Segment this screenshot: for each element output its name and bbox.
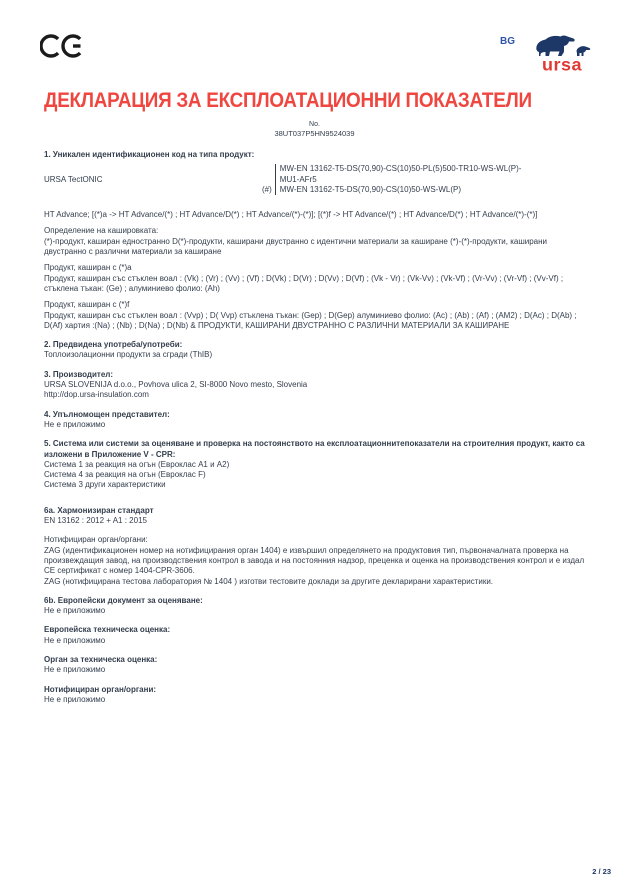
notified-body-heading: Нотифициран орган/органи: — [44, 684, 157, 694]
eta-heading: Европейска техническа оценка: — [44, 625, 171, 635]
document-number-block — [44, 120, 585, 138]
product-name: URSA TectONIC — [44, 175, 103, 185]
product-code: MW-EN 13162-T5-DS(70,90)-CS(10)50-WS-WL(P) — [279, 184, 462, 194]
tab-heading: Орган за техническа оценка: — [44, 654, 158, 664]
notified-body-value: Не е приложимо — [44, 694, 106, 704]
notified-body-text-1: ZAG (идентификационен номер на нотифицирания орган 1404) е извършил определянето на продуктовия тип, първоначалната проверка на произвеждащия завод, на производствения контрол в завода и на постоянния надзор, преценка и оценка на производствения контрол и е издал CE сертификат с номер 1404-CPR-3606. — [44, 545, 585, 576]
lamination-definition-label: Определение на кашировката: — [44, 226, 159, 236]
notified-body-label: Нотифициран орган/органи: — [44, 535, 148, 545]
section2-heading: 2. Предвидена употреба/употреби: — [44, 340, 183, 350]
ursa-logo — [529, 33, 595, 73]
product-a-detail: Продукт, каширан със стъклен воал : (Vk) ; (Vr) ; (Vv) ; (Vf) ; D(Vk) ; D(Vr) ; D(Vv) ; D(Vf) ; (Vk - Vr) ; (Vk-Vv) ; (Vk-Vf) ; (Vr-Vv) ; (Vr-Vf) ; (Vv-Vf) ; стъклена тъкан: (Ge) ; алуминиево фолио: (Ah) — [44, 273, 564, 293]
page-title: ДЕКЛАРАЦИЯ ЗА ЕКСПЛОАТАЦИОННИ ПОКАЗАТЕЛИ — [44, 89, 532, 112]
brand-zone — [500, 33, 595, 73]
system-line: Система 1 за реакция на огън (Евроклас A1 и A2) — [44, 459, 230, 469]
dop-url-link[interactable]: http://dop.ursa-insulation.com — [44, 390, 149, 400]
section6b-value: Не е приложимо — [44, 606, 106, 616]
notified-body-text-2: ZAG (нотифицирана тестова лаборатория № 1404 ) изготви тестовите доклади за другите декларирани характеристики. — [44, 576, 494, 586]
product-f-detail: Продукт, каширан със стъклен воал : (Vvp) ; D( Vvp) стъклена тъкан: (Gep) ; D(Gep) алуминиево фолио: (Ac) ; (Ab) ; (Af) ; (AM2) ; D(Ac) ; D(Ab) ; D(Af) хартия :(Na) ; (Nb) ; D(Na) ; D(Nb) & ПРОДУКТИ, КАШИРАНИ ДВУСТРАННО С РАЗЛИЧНИ МАТЕРИАЛИ ЗА КАШИРАНЕ — [44, 310, 577, 330]
system-line: Система 4 за реакция на огън (Евроклас F) — [44, 470, 206, 480]
manufacturer-address: URSA SLOVENIJA d.o.o., Povhova ulica 2, SI-8000 Novo mesto, Slovenia — [44, 380, 308, 390]
product-a-label: Продукт, каширан с (*)a — [44, 263, 132, 273]
ht-advance-line: HT Advance; [(*)a -> HT Advance/(*) ; HT Advance/D(*) ; HT Advance/(*)-(*)]; [(*)f -> HT Advance/(*) ; HT Advance/D(*) ; HT Advance/(*)-(*)] — [44, 210, 538, 220]
product-f-label: Продукт, каширан с (*)f — [44, 300, 130, 310]
section5-heading: 5. Система или системи за оценяване и проверка на постоянството на експлоатационнитепоказатели на строителния продукт, както са изложени в Приложение V - CPR: — [44, 439, 585, 459]
section1-heading: 1. Уникален идентификационен код на типа продукт: — [44, 150, 255, 159]
section4-heading: 4. Упълномощен представител: — [44, 409, 170, 419]
section2-body: Топлоизолационни продукти за сгради (ThIB) — [44, 350, 213, 360]
document-number-label: No. — [309, 121, 320, 128]
section4-body: Не е приложимо — [44, 419, 106, 429]
page-number: 2 / 23 — [592, 867, 611, 876]
ursa-wordmark: ursa — [541, 55, 583, 75]
section3-heading: 3. Производител: — [44, 369, 114, 379]
section6b-heading: 6b. Европейски документ за оценяване: — [44, 595, 203, 605]
product-code: MW-EN 13162-T5-DS(70,90)-CS(10)50-PL(5)500-TR10-WS-WL(P)-MU1-AFr5 — [279, 164, 522, 184]
page-header — [0, 0, 629, 73]
harmonised-standard: EN 13162 : 2012 + A1 : 2015 — [44, 516, 147, 526]
hash-label: (#) — [262, 184, 272, 194]
product-code-block — [44, 164, 585, 195]
product-code-list — [275, 164, 536, 195]
tab-value: Не е приложимо — [44, 665, 106, 675]
section6a-heading: 6a. Хармонизиран стандарт — [44, 505, 154, 515]
eta-value: Не е приложимо — [44, 635, 106, 645]
language-code: BG — [500, 36, 515, 47]
system-line: Система 3 други характеристики — [44, 480, 166, 490]
lamination-definition: (*)-продукт, каширан едностранно D(*)-продукти, каширани двустранно с идентични материали за каширане (*)-(*)-продукти, каширани двустранно с различни материали за каширане — [44, 236, 547, 257]
document-number-value: 38UT037P5HN9524039 — [274, 129, 355, 138]
ce-mark-icon — [40, 33, 84, 63]
